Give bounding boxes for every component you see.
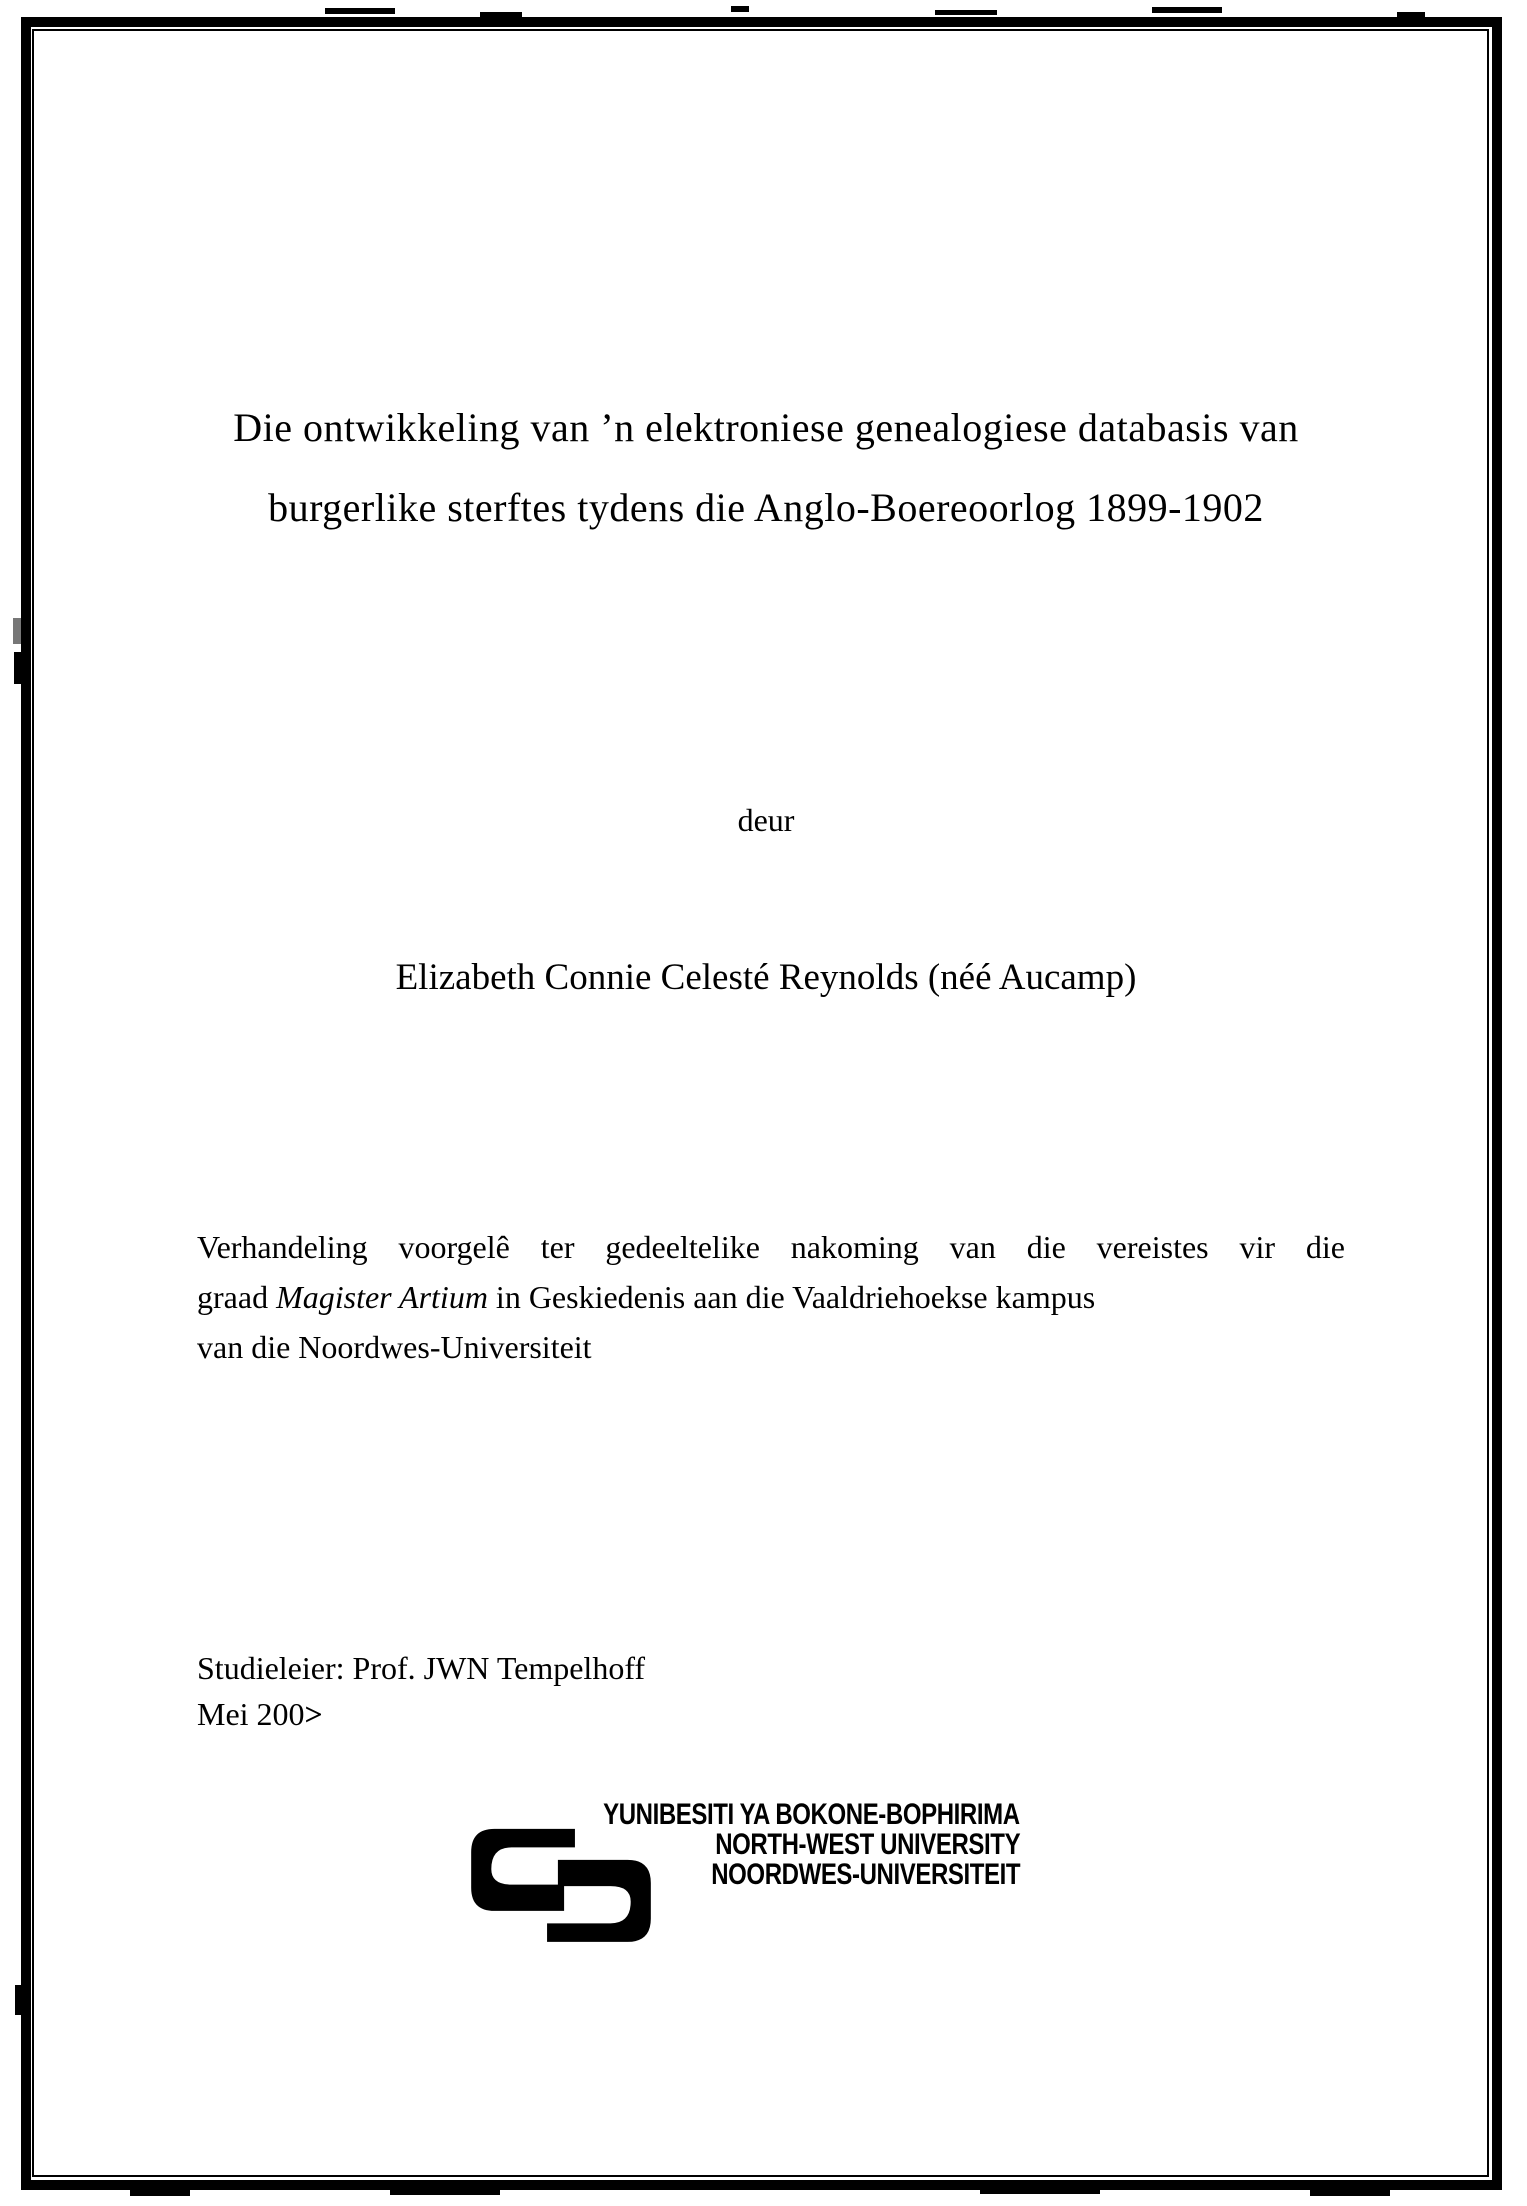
degree-statement-line1: Verhandeling voorgelê ter gedeeltelike nakoming van die vereistes vir die [197, 1229, 1345, 1265]
date-year-glyph: > [304, 1696, 321, 1732]
author-name: Elizabeth Connie Celesté Reynolds (néé Aucamp) [395, 957, 1137, 998]
scan-artifact [935, 10, 997, 15]
degree-statement-line2-suffix: in Geskiedenis aan die Vaaldriehoekse kampus [487, 1279, 1096, 1315]
scan-artifact [731, 6, 749, 12]
date-line [197, 1691, 1097, 1737]
thesis-title-line1: Die ontwikkeling van ’n elektroniese genealogiese databasis van [233, 405, 1299, 450]
degree-statement-line2-prefix: graad [197, 1279, 277, 1315]
nwu-logo-text [499, 1800, 1020, 1890]
scan-artifact [130, 2190, 190, 2196]
thesis-title [190, 388, 1342, 548]
degree-statement [197, 1222, 1345, 1372]
scan-artifact [325, 8, 395, 14]
supervisor-block [197, 1645, 1097, 1737]
date-text: Mei 200 [197, 1696, 305, 1732]
byline: deur [737, 802, 795, 838]
degree-name-italic: Magister Artium [276, 1279, 488, 1315]
scan-artifact [1310, 2190, 1390, 2196]
thesis-title-line2: burgerlike sterftes tydens die Anglo-Boereoorlog 1899-1902 [268, 485, 1264, 530]
degree-statement-line2 [197, 1272, 1345, 1322]
nwu-logo-line3: NOORDWES-UNIVERSITEIT [711, 1858, 1020, 1891]
nwu-logo-line1: YUNIBESITI YA BOKONE-BOPHIRIMA [603, 1798, 1020, 1831]
nwu-logo-line2: NORTH-WEST UNIVERSITY [715, 1828, 1020, 1861]
supervisor-line: Studieleier: Prof. JWN Tempelhoff [197, 1650, 646, 1686]
scan-artifact [1152, 7, 1222, 13]
degree-statement-line3: van die Noordwes-Universiteit [197, 1329, 592, 1365]
